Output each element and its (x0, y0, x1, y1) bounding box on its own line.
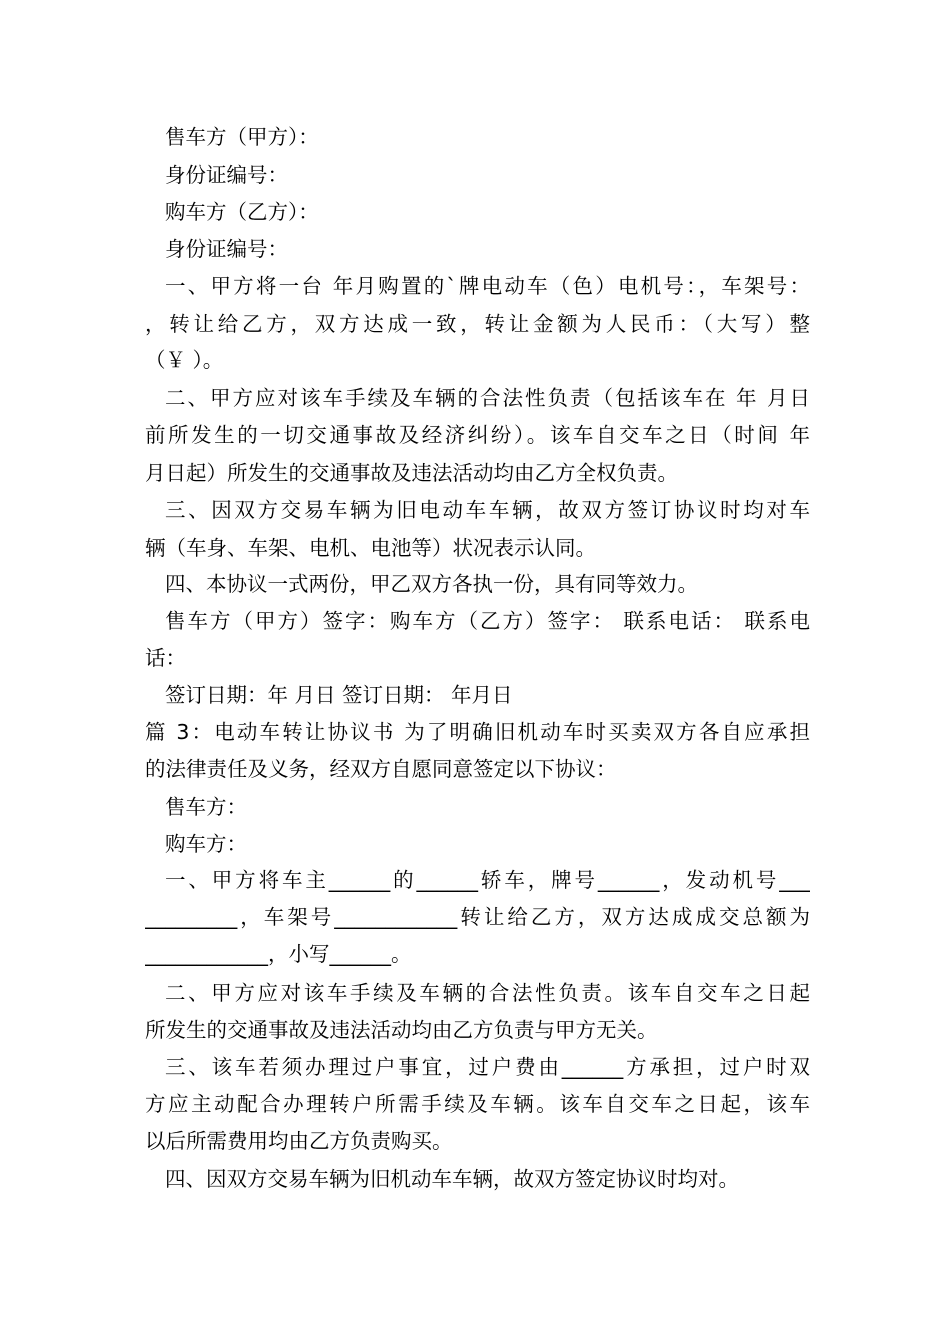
s3-clause-3-line-3: 以后所需费用均由乙方负责购买。 (145, 1129, 453, 1153)
clause-1-line-3: （￥ ）。 (145, 348, 224, 372)
s3-clause-3-line-2: 方应主动配合办理转户所需手续及车辆。该车自交车之日起，该车 (145, 1092, 810, 1116)
s3-clause-3-line-1: 三、该车若须办理过户事宜，过户费由______方承担，过户时双 (165, 1055, 810, 1079)
clause-4-line-1: 四、本协议一式两份，甲乙双方各执一份，具有同等效力。 (165, 572, 698, 596)
clause-3-line-2: 辆（车身、车架、电机、电池等）状况表示认同。 (145, 536, 596, 560)
signature-line-2: 话： (145, 646, 186, 670)
s3-clause-1-line-2: _________，车架号____________转让给乙方，双方达成成交总额为 (145, 905, 810, 929)
buyer-label-2: 购车方： (165, 832, 247, 856)
s3-clause-4-line-1: 四、因双方交易车辆为旧机动车车辆，故双方签定协议时均对。 (165, 1167, 739, 1191)
clause-2-line-3: 月日起）所发生的交通事故及违法活动均由乙方全权负责。 (145, 461, 678, 485)
s3-clause-2-line-2: 所发生的交通事故及违法活动均由乙方负责与甲方无关。 (145, 1018, 658, 1042)
seller-label-2: 售车方： (165, 795, 247, 819)
clause-1-line-1: 一、甲方将一台 年月购置的`牌电动车（色）电机号：，车架号： (165, 274, 810, 298)
clause-2-line-2: 前所发生的一切交通事故及经济纠纷）。该车自交车之日（时间 年 (145, 423, 810, 447)
section-3-heading: 篇 3：电动车转让协议书 为了明确旧机动车时买卖双方各自应承担 (145, 720, 810, 744)
clause-1-line-2: ，转让给乙方，双方达成一致，转让金额为人民币：（大写）整 (145, 312, 810, 336)
seller-label-1: 售车方（甲方）： (165, 125, 319, 149)
clause-3-line-1: 三、因双方交易车辆为旧电动车车辆，故双方签订协议时均对车 (165, 498, 810, 522)
s3-clause-2-line-1: 二、甲方应对该车手续及车辆的合法性负责。该车自交车之日起 (165, 981, 810, 1005)
s3-clause-1-line-1: 一、甲方将车主______的______轿车，牌号______，发动机号___ (165, 868, 810, 892)
sign-date-line: 签订日期：年 月日 签订日期： 年月日 (165, 683, 513, 707)
clause-2-line-1: 二、甲方应对该车手续及车辆的合法性负责（包括该车在 年 月日 (165, 386, 810, 410)
signature-line-1: 售车方（甲方）签字：购车方（乙方）签字： 联系电话： 联系电 (165, 609, 810, 633)
buyer-id-label-1: 身份证编号： (165, 237, 288, 261)
s3-clause-1-line-3: ____________，小写______。 (145, 942, 412, 966)
seller-id-label-1: 身份证编号： (165, 163, 288, 187)
buyer-label-1: 购车方（乙方）： (165, 200, 319, 224)
section-3-intro: 的法律责任及义务，经双方自愿同意签定以下协议： (145, 757, 617, 781)
